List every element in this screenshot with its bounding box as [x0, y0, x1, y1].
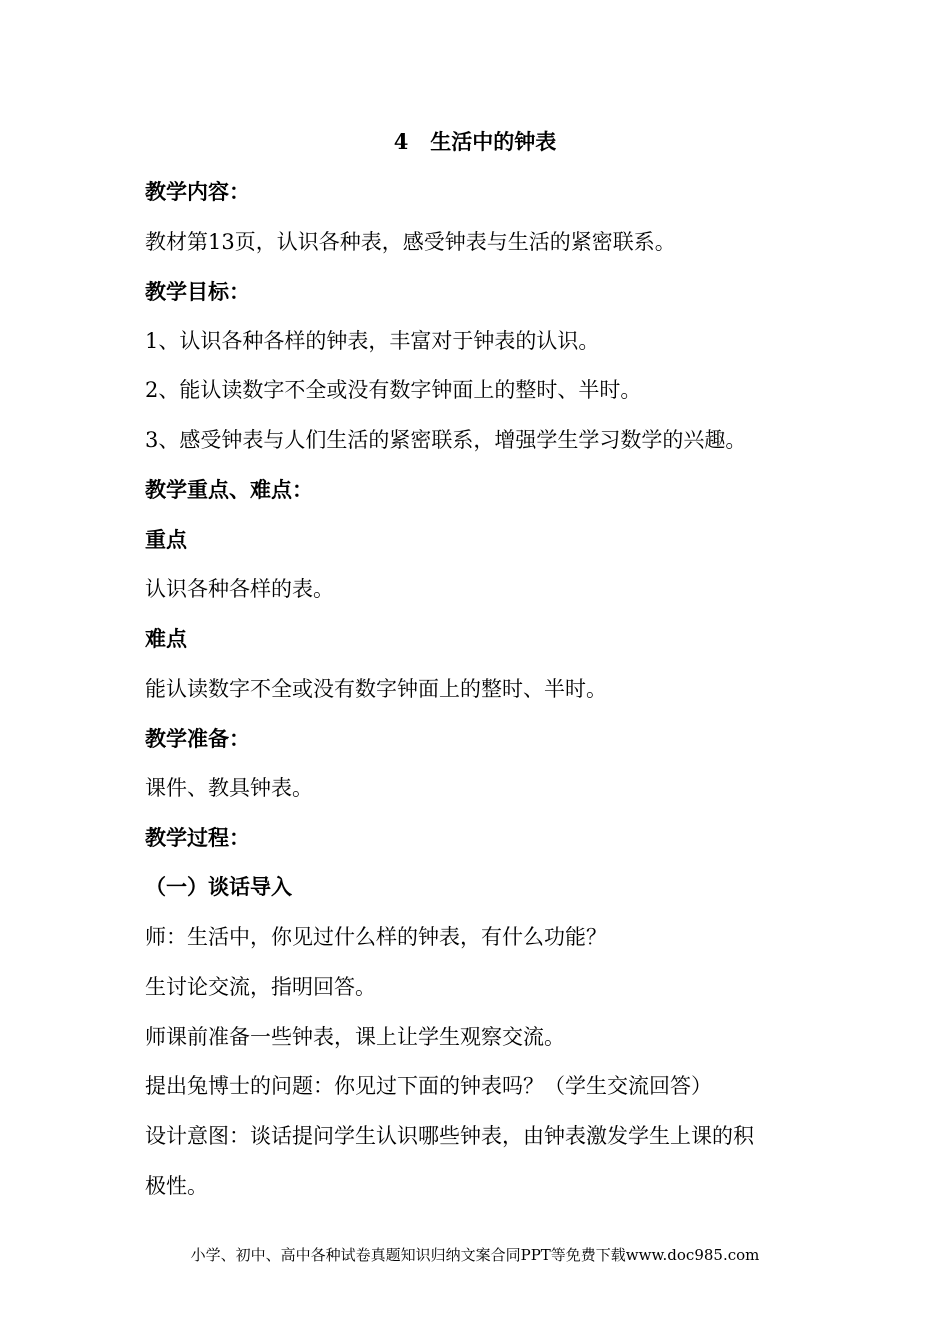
difficulty-label: 难点	[145, 626, 187, 651]
section1-line-1: 师：生活中，你见过什么样的钟表，有什么功能？	[145, 925, 607, 949]
page-title: 4 生活中的钟表	[393, 129, 557, 154]
section1-line-3: 师课前准备一些钟表，课上让学生观察交流。	[145, 1025, 565, 1049]
content-heading: 教学内容：	[145, 179, 250, 204]
goal-item-3: 3、感受钟表与人们生活的紧密联系，增强学生学习数学的兴趣。	[145, 428, 747, 452]
goal-item-2: 2、能认读数字不全或没有数字钟面上的整时、半时。	[145, 378, 642, 402]
key-points-heading: 教学重点、难点：	[145, 477, 313, 502]
section1-line-5: 设计意图：谈话提问学生认识哪些钟表，由钟表激发学生上课的积	[145, 1124, 754, 1148]
goals-heading: 教学目标：	[145, 279, 250, 304]
key-text: 认识各种各样的表。	[145, 577, 334, 601]
section1-line-6: 极性。	[145, 1174, 208, 1198]
prep-text: 课件、教具钟表。	[145, 776, 313, 800]
content-text: 教材第13页，认识各种表，感受钟表与生活的紧密联系。	[145, 230, 676, 254]
section1-heading: （一）谈话导入	[145, 874, 292, 899]
section1-line-4: 提出兔博士的问题：你见过下面的钟表吗？（学生交流回答）	[145, 1074, 712, 1098]
prep-heading: 教学准备：	[145, 726, 250, 751]
key-label: 重点	[145, 527, 187, 552]
footer-text: 小学、初中、高中各种试卷真题知识归纳文案合同PPT等免费下载www.doc985.com	[190, 1246, 760, 1264]
difficulty-text: 能认读数字不全或没有数字钟面上的整时、半时。	[145, 677, 607, 701]
process-heading: 教学过程：	[145, 825, 250, 850]
section1-line-2: 生讨论交流，指明回答。	[145, 975, 376, 999]
goal-item-1: 1、认识各种各样的钟表，丰富对于钟表的认识。	[145, 329, 600, 353]
